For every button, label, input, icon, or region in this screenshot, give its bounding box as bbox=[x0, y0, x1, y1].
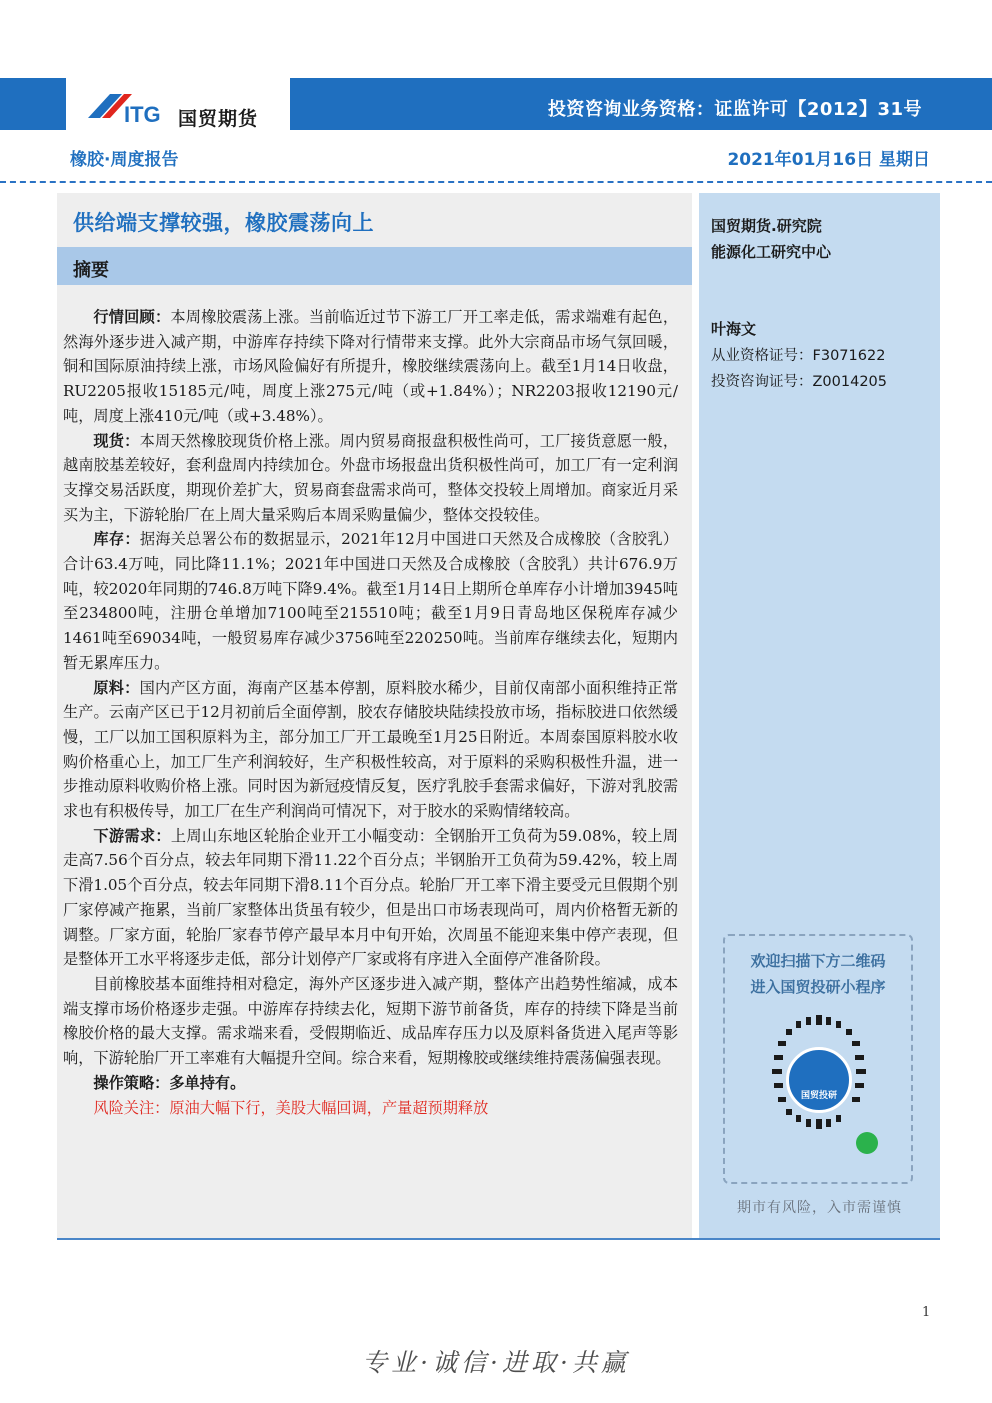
paragraph-downstream bbox=[63, 824, 678, 972]
paragraph-market-review bbox=[63, 305, 678, 429]
paragraph-label: 库存： bbox=[93, 530, 140, 549]
summary-body bbox=[63, 305, 678, 1120]
paragraph-text: 据海关总署公布的数据显示，2021年12月中国进口天然及合成橡胶（含胶乳）合计63.4万吨，同比降11.1%；2021年中国进口天然及合成橡胶（含胶乳）共计676.9万吨，较2020年同期的746.8万吨下降9.4%。截至1月14日上期所仓单库存小计增加3945吨至234800吨，注册仓单增加7100吨至215510吨；截至1月9日青岛地区保税库存减少1461吨至69034吨，一般贸易库存减少3756吨至220250吨。当前库存继续去化，短期内暂无累库压力。 bbox=[63, 530, 679, 672]
svg-text:ITG: ITG bbox=[124, 102, 161, 127]
paragraph-inventory bbox=[63, 527, 678, 675]
paragraph-text: 本周橡胶震荡上涨。当前临近过节下游工厂开工率走低，需求端难有起色，然海外逐步进入减产期，中游库存持续下降对行情带来支撑。此外大宗商品市场气氛回暖，铜和国际原油持续上涨，市场风险偏好有所提升，橡胶继续震荡向上。截至1月14日收盘，RU2205报收15185元/吨，周度上涨275元/吨（或+1.84%）；NR2203报收12190元/吨，周度上涨410元/吨（或+3.48%）。 bbox=[63, 308, 679, 425]
license-text: 投资咨询业务资格：证监许可【2012】31号 bbox=[547, 99, 922, 120]
sidebar bbox=[699, 193, 940, 1238]
paragraph-text: 国内产区方面，海南产区基本停割，原料胶水稀少，目前仅南部小面积维持正常生产。云南产区已于12月初前后全面停割，胶农存储胶块陆续投放市场，指标胶进口依然缓慢，工厂以加工国积原料为主，部分加工厂开工最晚至1月25日附近。本周泰国原料胶水收购价格重心上，加工厂生产利润较好，生产积极性较高，对于原料的采购积极性升温，进一步推动原料收购价格上涨。同时因为新冠疫情反复，医疗乳胶手套需求偏好，下游对乳胶需求也有积极传导，加工厂在生产利润尚可情况下，对于胶水的采购情绪较高。 bbox=[63, 678, 679, 821]
headline: 供给端支撑较强，橡胶震荡向上 bbox=[73, 211, 374, 235]
paragraph-spot bbox=[63, 429, 678, 528]
paragraph-label: 行情回顾： bbox=[93, 308, 171, 326]
qr-caption-2: 进入国贸投研小程序 bbox=[750, 978, 886, 996]
company-name: 国贸期货 bbox=[178, 108, 259, 130]
department-institute: 国贸期货.研究院 bbox=[711, 217, 822, 235]
report-date: 2021年01月16日 星期日 bbox=[727, 150, 930, 170]
footer-divider bbox=[57, 1238, 940, 1240]
itg-logo-icon bbox=[80, 88, 180, 128]
qr-caption-1: 欢迎扫描下方二维码 bbox=[750, 952, 886, 970]
mini-program-code[interactable] bbox=[768, 1011, 870, 1171]
strategy-text: 操作策略：多单持有。 bbox=[93, 1073, 246, 1092]
summary-bar bbox=[57, 247, 692, 285]
qr-center-label: 国贸投研 bbox=[800, 1091, 837, 1101]
consulting-cert: 投资咨询证号：Z0014205 bbox=[711, 374, 888, 390]
paragraph-conclusion bbox=[63, 972, 678, 1071]
summary-title: 摘要 bbox=[73, 260, 109, 281]
analyst-name: 叶海文 bbox=[711, 320, 757, 338]
company-slogan: 专业·诚信·进取·共赢 bbox=[362, 1348, 630, 1377]
department-center: 能源化工研究中心 bbox=[711, 243, 832, 261]
qr-card bbox=[723, 934, 913, 1184]
paragraph-label: 原料： bbox=[93, 678, 140, 697]
paragraph-label: 现货： bbox=[93, 431, 140, 450]
logo bbox=[66, 78, 290, 138]
paragraph-text: 目前橡胶基本面维持相对稳定，海外产区逐步进入减产期，整体产出趋势性缩减，成本端支撑市场价格逐步走强。中游库存持续去化，短期下游节前备货，库存的持续下降是当前橡胶价格的最大支撑。需求端来看，受假期临近、成品库存压力以及原料备货进入尾声等影响，下游轮胎厂开工率难有大幅提升空间。综合来看，短期橡胶或继续维持震荡偏强表现。 bbox=[63, 974, 678, 1068]
paragraph-text: 本周天然橡胶现货价格上涨。周内贸易商报盘积极性尚可，工厂接货意愿一般，越南胶基差较好，套利盘周内持续加仓。外盘市场报盘出货积极性尚可，加工厂有一定利润支撑交易活跃度，期现价差扩大，贸易商套盘需求尚可，整体交投较上周增加。商家近月采买为主，下游轮胎厂在上周大量采购后本周采购量偏少，整体交投较佳。 bbox=[63, 431, 679, 524]
risk-text: 风险关注：原油大幅下行，美股大幅回调，产量超预期释放 bbox=[93, 1098, 489, 1117]
paragraph-raw-material bbox=[63, 676, 678, 824]
report-type: 橡胶·周度报告 bbox=[70, 150, 179, 170]
paragraph-label: 下游需求： bbox=[93, 826, 171, 845]
divider bbox=[0, 181, 992, 183]
qr-center-logo bbox=[786, 1047, 852, 1113]
wechat-icon bbox=[856, 1132, 878, 1154]
risk-disclaimer: 期市有风险，入市需谨慎 bbox=[737, 1200, 902, 1216]
paragraph-text: 上周山东地区轮胎企业开工小幅变动：全钢胎开工负荷为59.08%，较上周走高7.56个百分点，较去年同期下滑11.22个百分点；半钢胎开工负荷为59.42%，较上周下滑1.05个百分点，较去年同期下滑8.11个百分点。轮胎厂开工率下滑主要受元旦假期个别厂家停减产拖累，当前厂家整体出货虽有较少，但是出口市场表现尚可，周内价格暂无新的调整。厂家方面，轮胎厂家春节停产最早本月中旬开始，次周虽不能迎来集中停产表现，但是整体开工水平将逐步走低，部分计划停产厂家或将有序进入全面停产准备阶段。 bbox=[63, 826, 679, 969]
page-number: 1 bbox=[922, 1305, 931, 1320]
main-panel bbox=[57, 193, 692, 1238]
qualification-cert: 从业资格证号：F3071622 bbox=[711, 348, 886, 364]
